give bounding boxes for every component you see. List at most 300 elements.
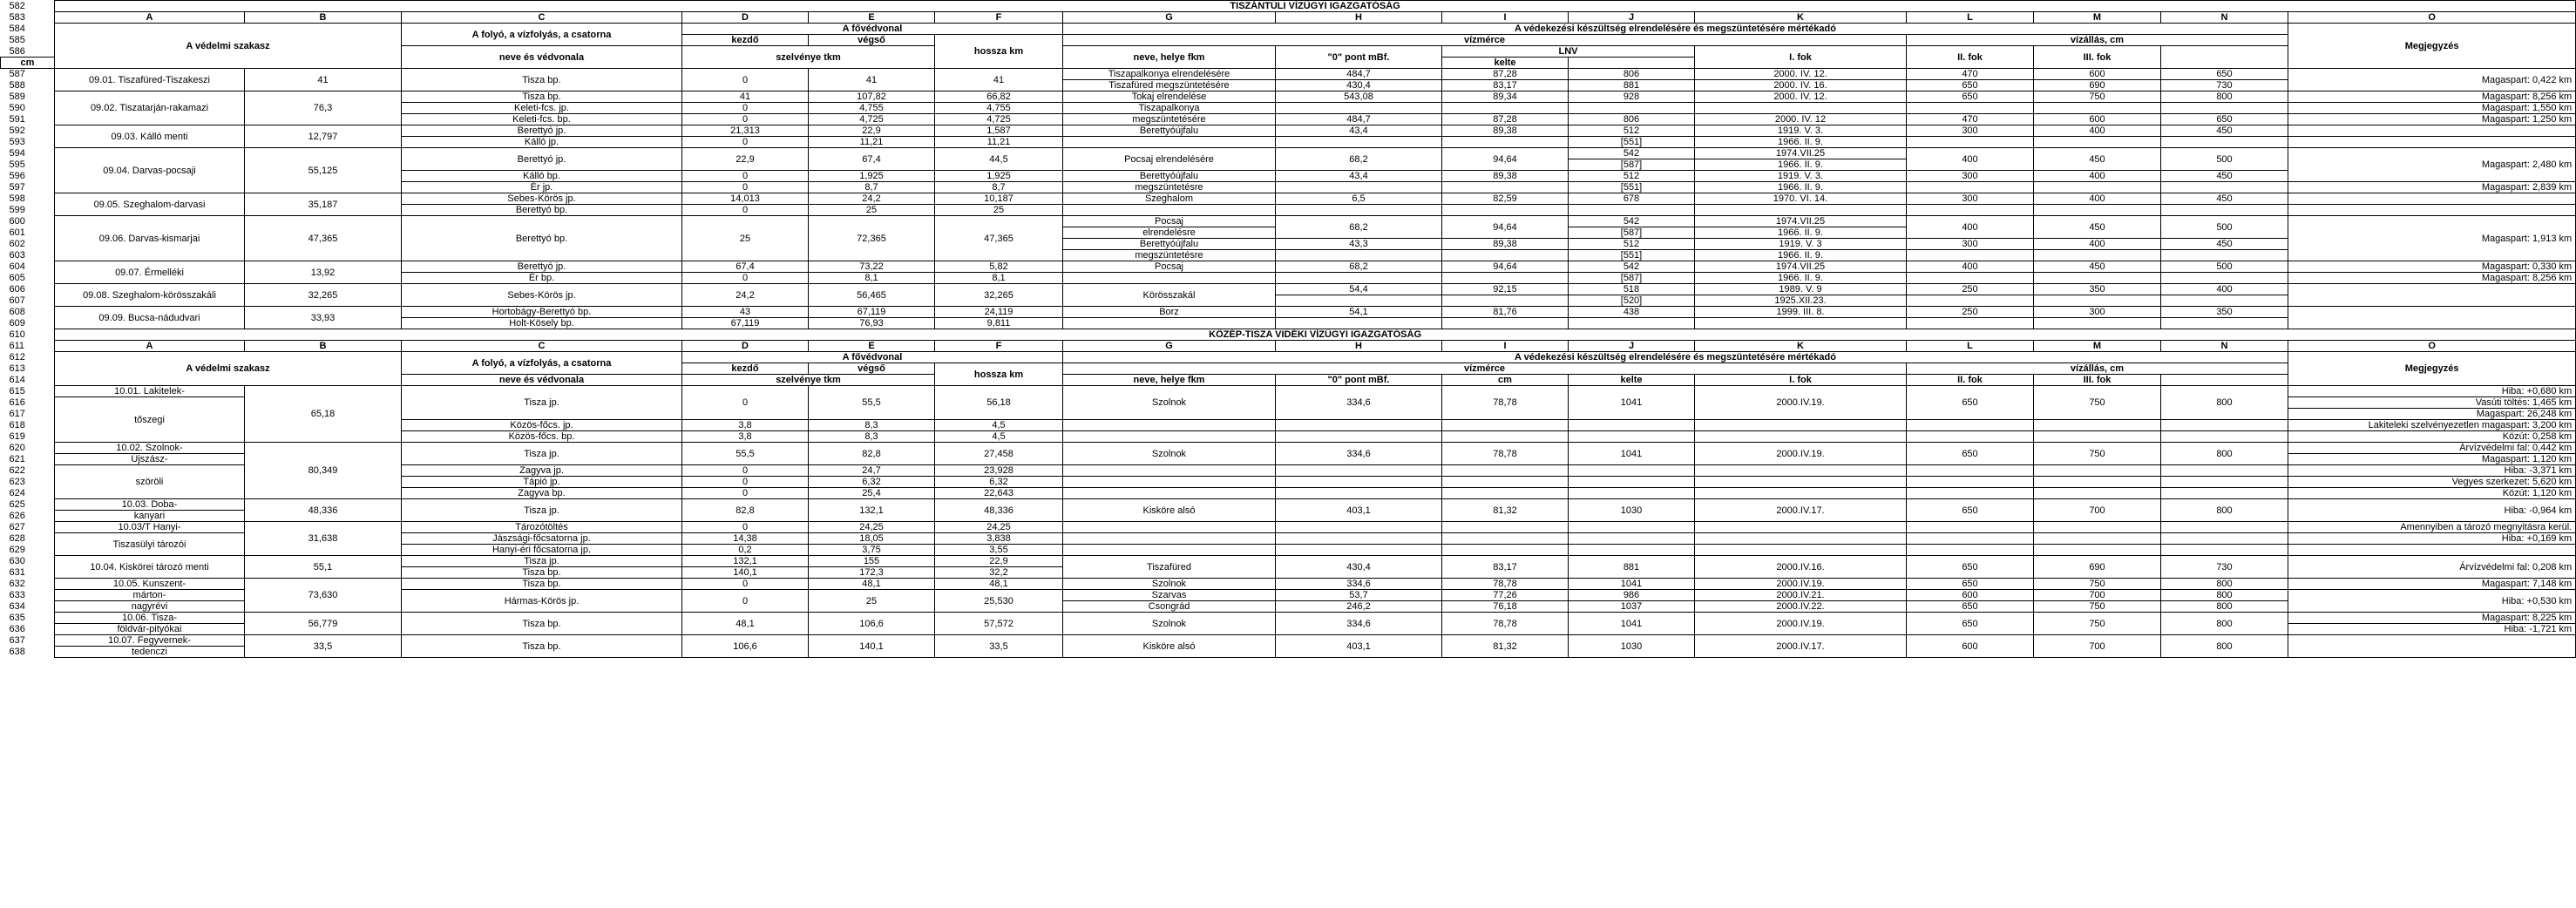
- header-fok-1[interactable]: I. fok: [1695, 46, 1907, 69]
- header-szelveny[interactable]: szelvénye tkm: [682, 46, 935, 69]
- cell-m[interactable]: 750: [2034, 386, 2161, 420]
- cell-c[interactable]: Tisza jp.: [402, 556, 682, 567]
- cell-m[interactable]: 600: [2034, 69, 2161, 80]
- cell-k[interactable]: 2000.IV.17.: [1695, 635, 1907, 658]
- cell-j[interactable]: 678: [1569, 193, 1695, 205]
- cell-k[interactable]: 1989. V. 9: [1695, 284, 1907, 295]
- cell-d[interactable]: 82,8: [682, 499, 809, 522]
- cell-i[interactable]: 83,17: [1442, 556, 1569, 579]
- cell-a[interactable]: 10.07. Fegyvernek-: [55, 635, 245, 647]
- cell-m[interactable]: [2034, 137, 2161, 148]
- cell-m[interactable]: [2034, 545, 2161, 556]
- cell-g[interactable]: [1063, 431, 1276, 443]
- cell-g[interactable]: [1063, 533, 1276, 545]
- cell-j[interactable]: [1569, 477, 1695, 488]
- col-header-k[interactable]: K: [1695, 12, 1907, 24]
- cell-e[interactable]: 132,1: [809, 499, 935, 522]
- cell-f[interactable]: 44,5: [935, 148, 1063, 171]
- cell-n[interactable]: 800: [2161, 386, 2288, 420]
- cell-k[interactable]: 1966. II. 9.: [1695, 273, 1907, 284]
- cell-f[interactable]: 1,925: [935, 171, 1063, 182]
- cell-i[interactable]: [1442, 318, 1569, 329]
- cell-i[interactable]: 77,26: [1442, 590, 1569, 601]
- cell-n[interactable]: 500: [2161, 261, 2288, 273]
- cell-c[interactable]: Tisza jp.: [402, 499, 682, 522]
- col-header-h[interactable]: H: [1276, 341, 1442, 352]
- header-vizallas[interactable]: vízállás, cm: [1907, 35, 2288, 46]
- cell-o[interactable]: Magaspart: 0,422 km: [2288, 69, 2576, 91]
- cell-i[interactable]: [1442, 295, 1569, 307]
- cell-j[interactable]: 542: [1569, 216, 1695, 227]
- cell-e[interactable]: 72,365: [809, 216, 935, 261]
- cell-o[interactable]: Magaspart: 1,550 km: [2288, 103, 2576, 114]
- cell-l[interactable]: [1907, 295, 2034, 307]
- cell-b[interactable]: 65,18: [245, 386, 402, 443]
- cell-c[interactable]: Tározótöltés: [402, 522, 682, 533]
- col-header-b[interactable]: B: [245, 341, 402, 352]
- row-number[interactable]: 590: [1, 103, 55, 114]
- cell-d[interactable]: 14,38: [682, 533, 809, 545]
- cell-f[interactable]: 32,2: [935, 567, 1063, 579]
- cell-k[interactable]: 2000. IV. 12: [1695, 114, 1907, 125]
- cell-l[interactable]: 300: [1907, 125, 2034, 137]
- cell-k[interactable]: [1695, 545, 1907, 556]
- row-number[interactable]: 586: [1, 46, 55, 58]
- col-header-d[interactable]: D: [682, 341, 809, 352]
- cell-o[interactable]: Magaspart: 2,839 km: [2288, 182, 2576, 193]
- col-header-a[interactable]: A: [55, 12, 245, 24]
- cell-c[interactable]: Tisza bp.: [402, 567, 682, 579]
- cell-d[interactable]: 3,8: [682, 431, 809, 443]
- cell-l[interactable]: [1907, 465, 2034, 477]
- cell-f[interactable]: 48,336: [935, 499, 1063, 522]
- cell-c[interactable]: Közös-főcs. jp.: [402, 420, 682, 431]
- cell-h[interactable]: 68,2: [1276, 216, 1442, 239]
- cell-a[interactable]: 10.06. Tisza-: [55, 613, 245, 624]
- cell-m[interactable]: [2034, 522, 2161, 533]
- cell-l[interactable]: 650: [1907, 91, 2034, 103]
- cell-k[interactable]: 2000. IV. 16.: [1695, 80, 1907, 91]
- cell-c[interactable]: Kálló jp.: [402, 137, 682, 148]
- cell-b[interactable]: 13,92: [245, 261, 402, 284]
- cell-m[interactable]: [2034, 420, 2161, 431]
- cell-a[interactable]: Újszász-: [55, 454, 245, 465]
- cell-f[interactable]: 25,530: [935, 590, 1063, 613]
- cell-o[interactable]: Magaspart: 7,148 km: [2288, 579, 2576, 590]
- cell-m[interactable]: 750: [2034, 91, 2161, 103]
- cell-k[interactable]: 1925.XII.23.: [1695, 295, 1907, 307]
- cell-e[interactable]: 48,1: [809, 579, 935, 590]
- cell-n[interactable]: [2161, 273, 2288, 284]
- row-number[interactable]: 637: [1, 635, 55, 647]
- cell-n[interactable]: 730: [2161, 556, 2288, 579]
- cell-h[interactable]: 403,1: [1276, 635, 1442, 658]
- cell-h[interactable]: 334,6: [1276, 443, 1442, 465]
- cell-n[interactable]: [2161, 488, 2288, 499]
- cell-i[interactable]: [1442, 465, 1569, 477]
- row-number[interactable]: 628: [1, 533, 55, 545]
- cell-i[interactable]: [1442, 431, 1569, 443]
- row-number[interactable]: 606: [1, 284, 55, 295]
- cell-e[interactable]: 8,3: [809, 420, 935, 431]
- cell-g[interactable]: Tiszapalkonya: [1063, 103, 1276, 114]
- cell-o[interactable]: Amennyiben a tározó megnyitásra kerül.: [2288, 522, 2576, 533]
- cell-o[interactable]: Magaspart: 1,250 km: [2288, 114, 2576, 125]
- row-number[interactable]: 599: [1, 205, 55, 216]
- cell-h[interactable]: [1276, 465, 1442, 477]
- cell-m[interactable]: 450: [2034, 216, 2161, 239]
- cell-h[interactable]: 484,7: [1276, 69, 1442, 80]
- col-header-f[interactable]: F: [935, 12, 1063, 24]
- cell-e[interactable]: 1,925: [809, 171, 935, 182]
- cell-f[interactable]: 33,5: [935, 635, 1063, 658]
- cell-n[interactable]: [2161, 477, 2288, 488]
- cell-e[interactable]: 8,1: [809, 273, 935, 284]
- cell-j[interactable]: 806: [1569, 69, 1695, 80]
- col-header-c[interactable]: C: [402, 341, 682, 352]
- cell-m[interactable]: [2034, 465, 2161, 477]
- cell-e[interactable]: 155: [809, 556, 935, 567]
- cell-h[interactable]: [1276, 477, 1442, 488]
- cell-e[interactable]: 22,9: [809, 125, 935, 137]
- cell-c[interactable]: Keleti-fcs. bp.: [402, 114, 682, 125]
- cell-i[interactable]: [1442, 103, 1569, 114]
- cell-m[interactable]: 750: [2034, 443, 2161, 465]
- cell-f[interactable]: 9,811: [935, 318, 1063, 329]
- cell-l[interactable]: [1907, 182, 2034, 193]
- row-number[interactable]: 595: [1, 159, 55, 171]
- cell-m[interactable]: [2034, 182, 2161, 193]
- header-vegso[interactable]: végső: [809, 363, 935, 375]
- cell-n[interactable]: 500: [2161, 148, 2288, 171]
- cell-i[interactable]: 89,34: [1442, 91, 1569, 103]
- cell-m[interactable]: 750: [2034, 601, 2161, 613]
- cell-m[interactable]: 400: [2034, 239, 2161, 250]
- cell-f[interactable]: 11,21: [935, 137, 1063, 148]
- row-number[interactable]: 629: [1, 545, 55, 556]
- cell-k[interactable]: 2000.IV.19.: [1695, 386, 1907, 420]
- cell-b[interactable]: 35,187: [245, 193, 402, 216]
- cell-o[interactable]: Vasúti töltés: 1,465 km: [2288, 397, 2576, 409]
- cell-e[interactable]: 4,755: [809, 103, 935, 114]
- cell-d[interactable]: 0: [682, 465, 809, 477]
- cell-e[interactable]: 24,2: [809, 193, 935, 205]
- cell-d[interactable]: 132,1: [682, 556, 809, 567]
- cell-g[interactable]: Szolnok: [1063, 386, 1276, 420]
- row-number[interactable]: 626: [1, 511, 55, 522]
- cell-h[interactable]: 54,1: [1276, 307, 1442, 318]
- cell-a[interactable]: 09.07. Érmelléki: [55, 261, 245, 284]
- cell-h[interactable]: 403,1: [1276, 499, 1442, 522]
- cell-f[interactable]: 32,265: [935, 284, 1063, 307]
- cell-c[interactable]: Tisza jp.: [402, 386, 682, 420]
- cell-k[interactable]: [1695, 522, 1907, 533]
- cell-g[interactable]: Pocsaj: [1063, 216, 1276, 227]
- cell-c[interactable]: Tisza jp.: [402, 443, 682, 465]
- row-number[interactable]: 617: [1, 409, 55, 420]
- cell-d[interactable]: 25: [682, 216, 809, 261]
- row-number[interactable]: 633: [1, 590, 55, 601]
- cell-i[interactable]: 87,28: [1442, 114, 1569, 125]
- cell-d[interactable]: 0: [682, 182, 809, 193]
- cell-i[interactable]: 81,76: [1442, 307, 1569, 318]
- cell-n[interactable]: 350: [2161, 307, 2288, 318]
- cell-l[interactable]: [1907, 250, 2034, 261]
- cell-a[interactable]: 10.03/T Hanyi-: [55, 522, 245, 533]
- row-number[interactable]: 638: [1, 647, 55, 658]
- cell-l[interactable]: [1907, 431, 2034, 443]
- row-number[interactable]: 608: [1, 307, 55, 318]
- cell-k[interactable]: [1695, 205, 1907, 216]
- cell-k[interactable]: 2000.IV.16.: [1695, 556, 1907, 579]
- cell-c[interactable]: Sebes-Körös jp.: [402, 284, 682, 307]
- cell-c[interactable]: Tisza bp.: [402, 613, 682, 635]
- cell-i[interactable]: 81,32: [1442, 635, 1569, 658]
- cell-f[interactable]: 3,55: [935, 545, 1063, 556]
- cell-l[interactable]: 470: [1907, 69, 2034, 80]
- cell-j[interactable]: [587]: [1569, 227, 1695, 239]
- cell-o[interactable]: [2288, 205, 2576, 216]
- cell-c[interactable]: Zagyva jp.: [402, 465, 682, 477]
- cell-i[interactable]: 81,32: [1442, 499, 1569, 522]
- cell-n[interactable]: 450: [2161, 125, 2288, 137]
- cell-h[interactable]: [1276, 250, 1442, 261]
- cell-l[interactable]: 650: [1907, 613, 2034, 635]
- cell-c[interactable]: Zagyva bp.: [402, 488, 682, 499]
- cell-m[interactable]: 700: [2034, 635, 2161, 658]
- cell-e[interactable]: 67,119: [809, 307, 935, 318]
- cell-h[interactable]: [1276, 273, 1442, 284]
- cell-k[interactable]: 1919. V. 3: [1695, 239, 1907, 250]
- cell-o[interactable]: Közút: 1,120 km: [2288, 488, 2576, 499]
- cell-i[interactable]: [1442, 420, 1569, 431]
- header-cm[interactable]: cm: [1442, 375, 1569, 386]
- cell-e[interactable]: 67,4: [809, 148, 935, 171]
- cell-n[interactable]: [2161, 533, 2288, 545]
- cell-g[interactable]: Borz: [1063, 307, 1276, 318]
- cell-e[interactable]: 24,25: [809, 522, 935, 533]
- cell-l[interactable]: [1907, 522, 2034, 533]
- cell-h[interactable]: [1276, 522, 1442, 533]
- cell-j[interactable]: 512: [1569, 171, 1695, 182]
- cell-m[interactable]: 750: [2034, 579, 2161, 590]
- cell-m[interactable]: [2034, 295, 2161, 307]
- cell-e[interactable]: 3,75: [809, 545, 935, 556]
- cell-f[interactable]: 57,572: [935, 613, 1063, 635]
- cell-a[interactable]: 10.04. Kiskörei tározó menti: [55, 556, 245, 579]
- row-number[interactable]: 605: [1, 273, 55, 284]
- cell-f[interactable]: 41: [935, 69, 1063, 91]
- cell-j[interactable]: [551]: [1569, 137, 1695, 148]
- cell-l[interactable]: [1907, 545, 2034, 556]
- cell-f[interactable]: 47,365: [935, 216, 1063, 261]
- cell-i[interactable]: [1442, 205, 1569, 216]
- cell-e[interactable]: 172,3: [809, 567, 935, 579]
- row-number[interactable]: 613: [1, 363, 55, 375]
- cell-j[interactable]: [1569, 522, 1695, 533]
- cell-j[interactable]: [1569, 465, 1695, 477]
- col-header-e[interactable]: E: [809, 12, 935, 24]
- cell-b[interactable]: 73,630: [245, 579, 402, 613]
- row-number[interactable]: 591: [1, 114, 55, 125]
- cell-g[interactable]: Kisköre alsó: [1063, 499, 1276, 522]
- cell-h[interactable]: [1276, 205, 1442, 216]
- cell-n[interactable]: [2161, 103, 2288, 114]
- col-header-g[interactable]: G: [1063, 12, 1276, 24]
- cell-l[interactable]: 470: [1907, 114, 2034, 125]
- cell-o[interactable]: Vegyes szerkezet: 5,620 km: [2288, 477, 2576, 488]
- cell-n[interactable]: 650: [2161, 114, 2288, 125]
- row-number[interactable]: 603: [1, 250, 55, 261]
- cell-d[interactable]: 0: [682, 579, 809, 590]
- section-title[interactable]: KÖZÉP-TISZA VIDÉKI VÍZÜGYI IGAZGATÓSÁG: [55, 329, 2576, 341]
- cell-e[interactable]: 41: [809, 69, 935, 91]
- cell-g[interactable]: [1063, 205, 1276, 216]
- cell-f[interactable]: 10,187: [935, 193, 1063, 205]
- cell-m[interactable]: 700: [2034, 590, 2161, 601]
- cell-c[interactable]: Tápió jp.: [402, 477, 682, 488]
- cell-h[interactable]: 43,4: [1276, 171, 1442, 182]
- cell-f[interactable]: 24,119: [935, 307, 1063, 318]
- cell-h[interactable]: 430,4: [1276, 80, 1442, 91]
- header-fok-3[interactable]: III. fok: [2034, 46, 2161, 69]
- cell-f[interactable]: 23,928: [935, 465, 1063, 477]
- cell-d[interactable]: 0: [682, 137, 809, 148]
- cell-e[interactable]: 4,725: [809, 114, 935, 125]
- cell-j[interactable]: 542: [1569, 261, 1695, 273]
- cell-l[interactable]: [1907, 103, 2034, 114]
- cell-j[interactable]: 1041: [1569, 443, 1695, 465]
- cell-o[interactable]: Magaspart: 8,256 km: [2288, 91, 2576, 103]
- cell-g[interactable]: Pocsaj elrendelésére: [1063, 148, 1276, 171]
- cell-o[interactable]: [2288, 635, 2576, 658]
- cell-g[interactable]: megszüntetésre: [1063, 250, 1276, 261]
- cell-b[interactable]: 31,638: [245, 522, 402, 556]
- row-number[interactable]: 587: [1, 69, 55, 80]
- cell-d[interactable]: 48,1: [682, 613, 809, 635]
- cell-m[interactable]: 300: [2034, 307, 2161, 318]
- cell-k[interactable]: [1695, 477, 1907, 488]
- cell-n[interactable]: 800: [2161, 579, 2288, 590]
- cell-m[interactable]: [2034, 273, 2161, 284]
- col-header-k[interactable]: K: [1695, 341, 1907, 352]
- cell-l[interactable]: 250: [1907, 307, 2034, 318]
- cell-m[interactable]: 350: [2034, 284, 2161, 295]
- col-header-j[interactable]: J: [1569, 341, 1695, 352]
- row-number[interactable]: 618: [1, 420, 55, 431]
- cell-h[interactable]: [1276, 103, 1442, 114]
- cell-j[interactable]: [1569, 103, 1695, 114]
- header-vegso[interactable]: végső: [809, 35, 935, 46]
- col-header-b[interactable]: B: [245, 12, 402, 24]
- header-hossza[interactable]: hossza km: [935, 35, 1063, 69]
- cell-d[interactable]: 0: [682, 205, 809, 216]
- cell-c[interactable]: Ér bp.: [402, 273, 682, 284]
- cell-n[interactable]: 800: [2161, 601, 2288, 613]
- cell-k[interactable]: 1974.VII.25: [1695, 216, 1907, 227]
- cell-h[interactable]: 246,2: [1276, 601, 1442, 613]
- cell-o[interactable]: Árvízvédelmi fal: 0,442 km: [2288, 443, 2576, 454]
- cell-h[interactable]: [1276, 431, 1442, 443]
- cell-j[interactable]: 1041: [1569, 386, 1695, 420]
- cell-d[interactable]: 43: [682, 307, 809, 318]
- cell-b[interactable]: 55,125: [245, 148, 402, 193]
- cell-i[interactable]: [1442, 250, 1569, 261]
- cell-o[interactable]: Hiba: -3,371 km: [2288, 465, 2576, 477]
- cell-j[interactable]: 881: [1569, 556, 1695, 579]
- cell-l[interactable]: 650: [1907, 499, 2034, 522]
- col-header-i[interactable]: I: [1442, 12, 1569, 24]
- cell-l[interactable]: 300: [1907, 239, 2034, 250]
- cell-d[interactable]: 0,2: [682, 545, 809, 556]
- cell-i[interactable]: 89,38: [1442, 171, 1569, 182]
- cell-b[interactable]: 33,5: [245, 635, 402, 658]
- cell-e[interactable]: 6,32: [809, 477, 935, 488]
- cell-g[interactable]: [1063, 488, 1276, 499]
- cell-m[interactable]: [2034, 533, 2161, 545]
- cell-j[interactable]: [1569, 431, 1695, 443]
- cell-i[interactable]: 78,78: [1442, 579, 1569, 590]
- cell-o[interactable]: Magaspart: 8,225 km: [2288, 613, 2576, 624]
- cell-a[interactable]: 09.05. Szeghalom-darvasi: [55, 193, 245, 216]
- header-kelte[interactable]: kelte: [1442, 58, 1569, 69]
- cell-g[interactable]: Tiszapalkonya elrendelésére: [1063, 69, 1276, 80]
- row-number[interactable]: 631: [1, 567, 55, 579]
- cell-d[interactable]: 67,4: [682, 261, 809, 273]
- row-number[interactable]: 627: [1, 522, 55, 533]
- header-neve[interactable]: neve és védvonala: [402, 375, 682, 386]
- cell-l[interactable]: 300: [1907, 193, 2034, 205]
- cell-k[interactable]: 1966. II. 9.: [1695, 159, 1907, 171]
- cell-c[interactable]: Kálló bp.: [402, 171, 682, 182]
- cell-o[interactable]: Közút: 0,258 km: [2288, 431, 2576, 443]
- row-number[interactable]: 623: [1, 477, 55, 488]
- cell-i[interactable]: 83,17: [1442, 80, 1569, 91]
- cell-f[interactable]: 5,82: [935, 261, 1063, 273]
- cell-j[interactable]: [587]: [1569, 159, 1695, 171]
- cell-k[interactable]: 2000. IV. 12.: [1695, 91, 1907, 103]
- row-number[interactable]: 583: [1, 12, 55, 24]
- header-kezdo[interactable]: kezdő: [682, 35, 809, 46]
- cell-h[interactable]: [1276, 182, 1442, 193]
- cell-n[interactable]: 800: [2161, 635, 2288, 658]
- cell-d[interactable]: 24,2: [682, 284, 809, 307]
- cell-m[interactable]: 690: [2034, 80, 2161, 91]
- cell-i[interactable]: [1442, 182, 1569, 193]
- cell-b[interactable]: 33,93: [245, 307, 402, 329]
- col-header-e[interactable]: E: [809, 341, 935, 352]
- cell-m[interactable]: 450: [2034, 261, 2161, 273]
- cell-j[interactable]: 542: [1569, 148, 1695, 159]
- cell-c[interactable]: Hanyi-éri főcsatorna jp.: [402, 545, 682, 556]
- col-header-o[interactable]: O: [2288, 341, 2576, 352]
- cell-h[interactable]: 43,4: [1276, 125, 1442, 137]
- cell-k[interactable]: 2000. IV. 12.: [1695, 69, 1907, 80]
- cell-a[interactable]: 09.03. Kálló menti: [55, 125, 245, 148]
- cell-h[interactable]: 334,6: [1276, 613, 1442, 635]
- cell-n[interactable]: 730: [2161, 80, 2288, 91]
- cell-j[interactable]: [1569, 488, 1695, 499]
- cell-d[interactable]: 0: [682, 386, 809, 420]
- cell-g[interactable]: megszüntetésre: [1063, 182, 1276, 193]
- cell-d[interactable]: 0: [682, 522, 809, 533]
- cell-k[interactable]: 1974.VII.25: [1695, 261, 1907, 273]
- row-number[interactable]: 607: [1, 295, 55, 307]
- col-header-m[interactable]: M: [2034, 12, 2161, 24]
- cell-h[interactable]: 543,08: [1276, 91, 1442, 103]
- cell-j[interactable]: 512: [1569, 239, 1695, 250]
- cell-k[interactable]: 1966. II. 9.: [1695, 227, 1907, 239]
